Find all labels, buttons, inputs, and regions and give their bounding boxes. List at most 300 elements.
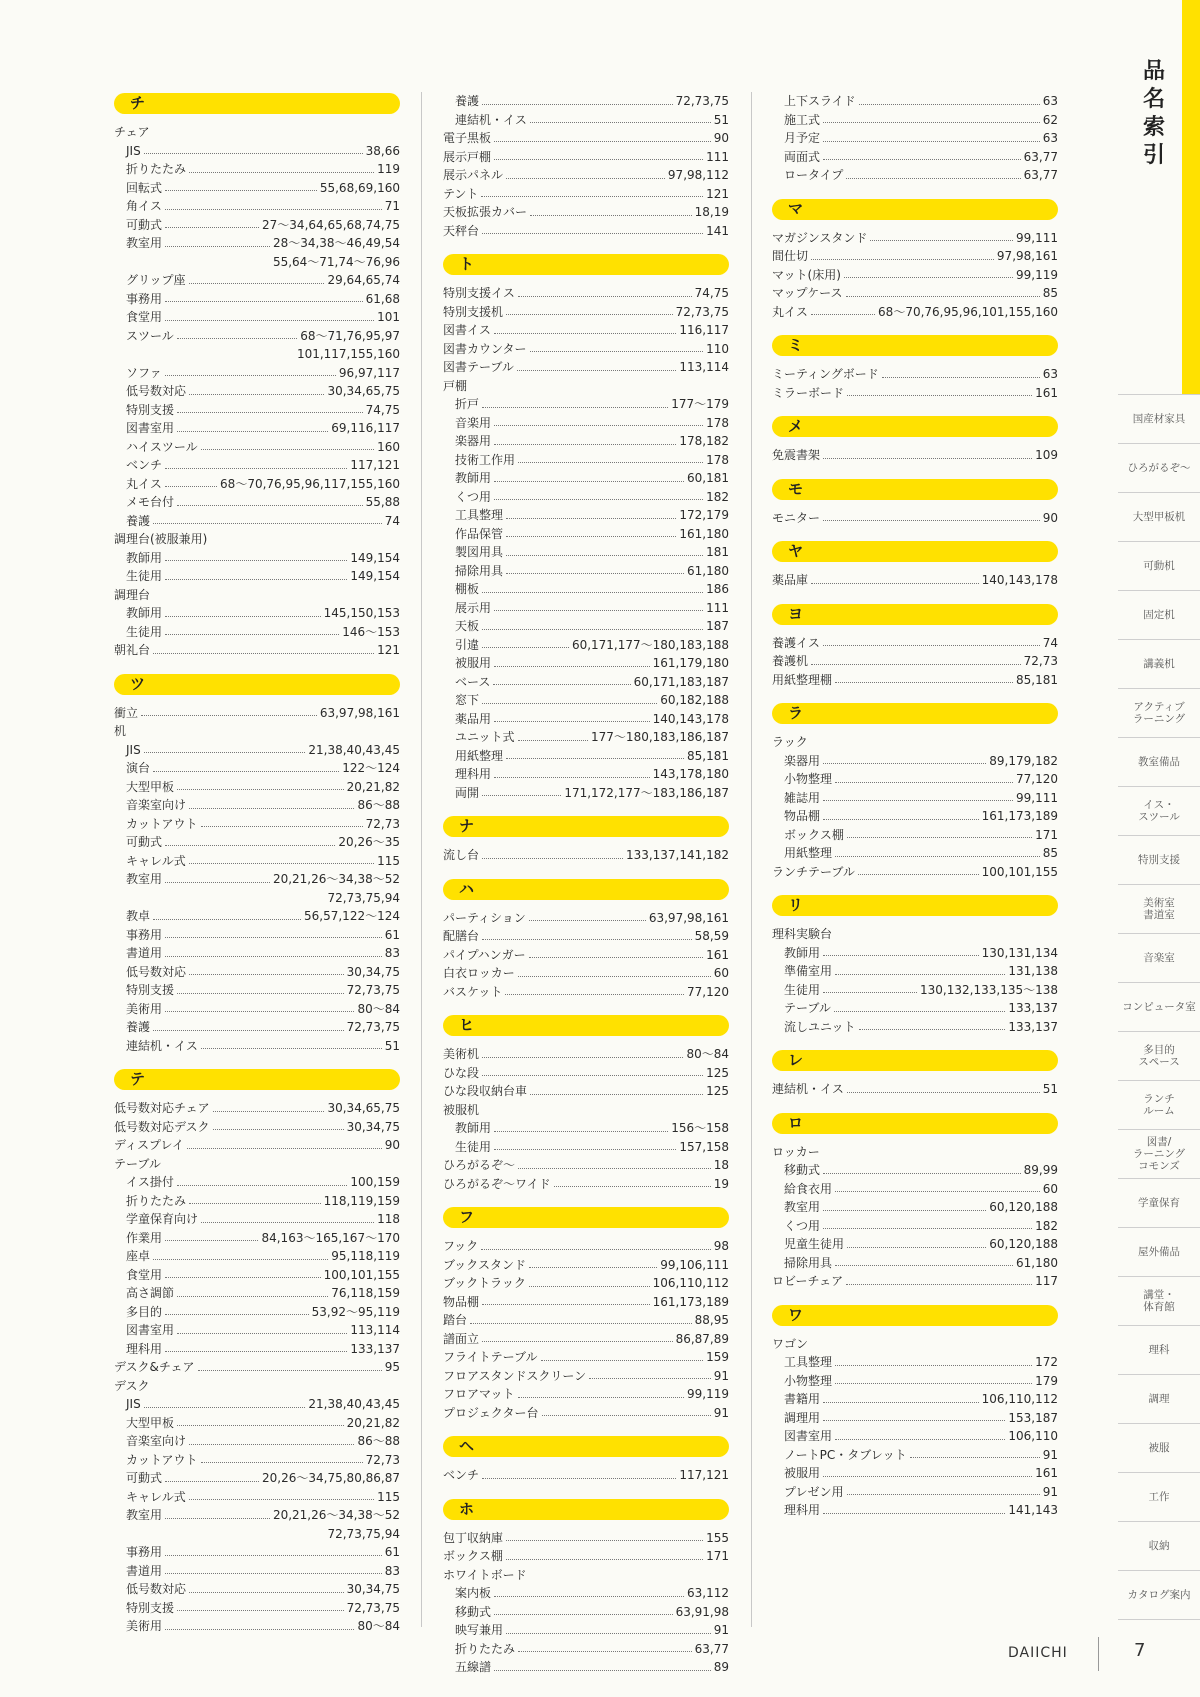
page-refs: 95 <box>384 1360 400 1374</box>
dot-leader <box>846 1284 1032 1285</box>
entry-label: 技術工作用 <box>455 452 516 467</box>
section-header: ヨ <box>772 604 1058 625</box>
entry-label: ユニット式 <box>455 730 515 744</box>
dot-leader <box>529 957 703 958</box>
sidebar-nav-label: イス・ スツール <box>1138 799 1180 823</box>
sidebar-accent-bar <box>1182 0 1200 394</box>
page-refs: 178 <box>706 452 729 467</box>
index-entry <box>443 909 729 928</box>
page-refs: 97,98,112 <box>667 168 729 182</box>
index-subentry <box>114 1451 400 1470</box>
page-refs: 171,172,177～183,186,187 <box>564 785 729 800</box>
dot-leader <box>529 1286 650 1287</box>
entry-label: モニター <box>772 510 821 525</box>
index-subentry <box>443 599 729 618</box>
index-entry <box>443 358 729 377</box>
page-refs: 179 <box>1035 1373 1058 1388</box>
index-entry <box>443 1045 729 1064</box>
dot-leader <box>847 1092 1040 1093</box>
entry-label: くつ用 <box>784 1218 821 1233</box>
index-subentry <box>114 778 400 797</box>
entry-label: 五線譜 <box>455 1660 492 1674</box>
index-entry <box>114 722 400 741</box>
dot-leader <box>482 858 623 859</box>
page-refs: 55,68,69,160 <box>319 180 400 195</box>
dot-leader <box>189 1499 374 1500</box>
sidebar-nav-item[interactable] <box>1118 1374 1200 1423</box>
page-refs: 91 <box>1042 1447 1058 1462</box>
entry-label: ロビーチェア <box>772 1274 844 1288</box>
page-refs: 113,114 <box>679 360 729 374</box>
entry-label: 生徒用 <box>455 1139 492 1154</box>
dot-leader <box>144 1407 306 1408</box>
dot-leader <box>834 1011 1005 1012</box>
entry-label: 大型甲板 <box>126 1415 175 1430</box>
page-refs: 178 <box>706 415 729 430</box>
sidebar-nav-item[interactable] <box>1118 1080 1200 1129</box>
entry-label: 展示用 <box>455 600 492 615</box>
index-entry <box>443 185 729 204</box>
entry-label: ひな段収納台車 <box>443 1084 528 1098</box>
entry-label: 生徒用 <box>784 982 821 997</box>
page-refs: 159 <box>706 1350 729 1364</box>
page-refs: 117 <box>1035 1274 1058 1288</box>
page-refs: 63 <box>1042 131 1058 145</box>
dot-leader <box>201 449 374 450</box>
index-subentry <box>443 1138 729 1157</box>
dot-leader <box>153 653 374 654</box>
entry-label: 折戸 <box>455 397 480 411</box>
dot-leader <box>153 1259 328 1260</box>
page-refs: 63,112 <box>687 1586 729 1600</box>
page-refs: 51 <box>713 112 729 127</box>
index-entry <box>443 1064 729 1083</box>
dot-leader <box>823 141 1040 142</box>
page-refs: 99,111 <box>1016 230 1058 245</box>
entry-label: ミーティングボード <box>772 367 879 381</box>
dot-leader <box>506 573 684 574</box>
index-subentry <box>114 759 400 778</box>
dot-leader <box>481 1249 711 1250</box>
sidebar-nav-item[interactable] <box>1118 492 1200 541</box>
index-subentry <box>114 870 400 889</box>
entry-label: 教室用 <box>126 1508 163 1522</box>
dot-leader <box>482 592 703 593</box>
entry-label: デスク <box>114 1378 150 1393</box>
page-refs: 18 <box>713 1158 729 1172</box>
entry-label: 低号数対応 <box>126 964 187 979</box>
sidebar-nav-label: 図書/ ラーニング コモンズ <box>1132 1136 1186 1172</box>
index-entry <box>443 927 729 946</box>
index-entry-continued <box>114 1525 400 1544</box>
dot-leader <box>529 1267 657 1268</box>
entry-label: 作品保管 <box>455 526 504 541</box>
index-subentry <box>443 1119 729 1138</box>
section-header: ヤ <box>772 541 1058 562</box>
entry-label: 流し台 <box>443 848 480 862</box>
dot-leader <box>189 808 354 809</box>
dot-leader <box>811 583 979 584</box>
entry-label: 給食衣用 <box>784 1181 833 1196</box>
index-entry <box>114 530 400 549</box>
page-refs: 56,57,122～124 <box>304 909 400 923</box>
index-entry <box>114 1099 400 1118</box>
page-refs: 125 <box>706 1084 729 1098</box>
brand-name: DAIICHI <box>1008 1645 1068 1661</box>
index-subentry <box>772 129 1058 148</box>
page-refs: 100,159 <box>350 1175 400 1189</box>
entry-label: キャレル式 <box>126 1489 186 1504</box>
page-refs: 122～124 <box>342 761 400 775</box>
index-subentry <box>443 1584 729 1603</box>
sidebar-nav-item[interactable] <box>1118 933 1200 982</box>
sidebar-nav-item[interactable] <box>1118 688 1200 737</box>
sidebar-nav-item[interactable] <box>1118 1031 1200 1080</box>
sidebar-title-char: 名 <box>1142 87 1165 112</box>
index-subentry <box>443 580 729 599</box>
entry-label: JIS <box>126 742 141 757</box>
section-header: レ <box>772 1050 1058 1071</box>
entry-label: 調理台 <box>114 587 151 602</box>
page-refs: 60,120,188 <box>989 1200 1058 1214</box>
index-entry <box>443 964 729 983</box>
index-subentry <box>772 826 1058 845</box>
page-refs: 116,117 <box>679 323 729 337</box>
sidebar-nav-label: 可動机 <box>1143 560 1175 572</box>
dot-leader <box>847 395 1032 396</box>
index-subentry <box>443 747 729 766</box>
sidebar-nav-item[interactable] <box>1118 1325 1200 1374</box>
page-refs: 90 <box>1042 510 1058 525</box>
index-subentry <box>443 673 729 692</box>
index-subentry <box>443 451 729 470</box>
page-refs: 187 <box>706 619 729 633</box>
entry-label: パイプハンガー <box>443 947 526 962</box>
dot-leader <box>494 666 650 667</box>
index-subentry <box>114 419 400 438</box>
entry-label: 天板拡張カバー <box>443 205 528 219</box>
sidebar-nav-item[interactable] <box>1118 982 1200 1031</box>
page-refs: 60,120,188 <box>989 1237 1058 1251</box>
sidebar-nav-item[interactable] <box>1118 1227 1200 1276</box>
entry-label: 両面式 <box>784 149 821 164</box>
sidebar-nav-item[interactable] <box>1118 1178 1200 1227</box>
index-subentry <box>772 166 1058 185</box>
page-refs: 161,179,180 <box>652 656 729 670</box>
dot-leader <box>141 715 317 716</box>
entry-label: 可動式 <box>126 835 163 849</box>
page-refs: 161,173,189 <box>652 1294 729 1309</box>
sidebar-nav-item[interactable] <box>1118 1570 1200 1620</box>
page-refs: 20,21,82 <box>346 779 400 794</box>
index-subentry <box>114 1284 400 1303</box>
page-refs: 60,181 <box>687 471 729 485</box>
entry-label: ホワイトボード <box>443 1567 527 1582</box>
dot-leader <box>518 1397 684 1398</box>
sidebar-nav-item[interactable] <box>1118 786 1200 835</box>
dot-leader <box>494 1131 668 1132</box>
entry-label: フロアマット <box>443 1387 515 1401</box>
index-subentry <box>114 160 400 179</box>
page-refs: 29,64,65,74 <box>327 273 400 287</box>
dot-leader <box>530 1094 703 1095</box>
index-subentry <box>114 1321 400 1340</box>
page-refs: 101,117,155,160 <box>296 347 400 361</box>
dot-leader <box>518 462 703 463</box>
entry-label: ベース <box>455 674 491 689</box>
index-entry <box>443 1175 729 1194</box>
entry-label: マップケース <box>772 286 843 300</box>
dot-leader <box>165 209 382 210</box>
dot-leader <box>481 196 703 197</box>
index-subentry <box>772 1464 1058 1483</box>
page-refs: 161,180 <box>679 526 729 541</box>
index-subentry <box>114 1018 400 1037</box>
index-subentry <box>114 944 400 963</box>
page-refs: 71 <box>384 199 400 213</box>
page-refs: 100,101,155 <box>981 864 1058 879</box>
entry-label: 理科用 <box>784 1503 821 1517</box>
dot-leader <box>165 579 347 580</box>
index-subentry <box>443 469 729 488</box>
page-refs: 106,110,112 <box>652 1276 729 1290</box>
page-refs: 91 <box>713 1623 729 1637</box>
entry-label: 掃除用具 <box>455 563 504 578</box>
index-subentry <box>772 111 1058 130</box>
entry-label: 美術用 <box>126 1619 163 1633</box>
page-refs: 84,163～165,167～170 <box>261 1230 400 1245</box>
sidebar-nav-label: 工作 <box>1148 1491 1170 1503</box>
index-subentry <box>114 1395 400 1414</box>
sidebar-nav-item[interactable] <box>1118 884 1200 933</box>
index-entry <box>443 846 729 865</box>
index-subentry <box>114 438 400 457</box>
section-header: ワ <box>772 1305 1058 1326</box>
index-entry <box>772 1080 1058 1099</box>
dot-leader <box>494 721 650 722</box>
entry-label: ラック <box>772 735 808 749</box>
index-entry <box>443 983 729 1002</box>
index-entry <box>114 123 400 142</box>
index-subentry <box>114 475 400 494</box>
index-entry <box>443 1547 729 1566</box>
page-refs: 161,173,189 <box>981 809 1058 823</box>
entry-label: 大型甲板 <box>126 779 175 794</box>
entry-label: マガジンスタンド <box>772 230 868 245</box>
dot-leader <box>518 740 589 741</box>
index-subentry <box>772 999 1058 1018</box>
index-entry <box>443 1311 729 1330</box>
entry-label: 児童生徒用 <box>784 1237 845 1251</box>
sidebar-nav-item[interactable] <box>1118 835 1200 884</box>
entry-label: フライトテーブル <box>443 1350 538 1364</box>
section-header: ホ <box>443 1499 729 1520</box>
column-divider <box>421 92 422 1627</box>
dot-leader <box>494 141 711 142</box>
page-refs: 160 <box>377 439 400 454</box>
page-refs: 161 <box>706 947 729 962</box>
dot-leader <box>213 1129 344 1130</box>
dot-leader <box>823 819 979 820</box>
entry-label: 譜面立 <box>443 1331 480 1346</box>
index-subentry <box>114 981 400 1000</box>
page-refs: 72,73,75,94 <box>327 890 400 905</box>
index-entry <box>443 1367 729 1386</box>
page-refs: 20,26～34,75,80,86,87 <box>262 1471 400 1485</box>
entry-label: 理科用 <box>455 767 492 781</box>
entry-label: ロッカー <box>772 1144 820 1159</box>
sidebar-nav-item[interactable] <box>1118 443 1200 492</box>
entry-label: 電子黒板 <box>443 131 492 145</box>
index-subentry <box>114 382 400 401</box>
entry-label: チェア <box>114 125 150 139</box>
page-refs: 130,132,133,135～138 <box>920 982 1058 997</box>
index-subentry <box>772 1161 1058 1180</box>
dot-leader <box>823 1210 986 1211</box>
dot-leader <box>494 333 676 334</box>
entry-label: 掃除用具 <box>784 1255 833 1270</box>
dot-leader <box>811 664 1021 665</box>
dot-leader <box>201 826 363 827</box>
page-refs: 72,73,75,94 <box>327 1526 400 1541</box>
dot-leader <box>823 800 1013 801</box>
entry-label: 免震書架 <box>772 448 821 462</box>
index-subentry <box>772 1427 1058 1446</box>
dot-leader <box>165 375 336 376</box>
entry-label: ベンチ <box>126 458 163 472</box>
entry-label: キャレル式 <box>126 853 186 868</box>
dot-leader <box>517 370 676 371</box>
entry-label: 間仕切 <box>772 249 809 263</box>
page-refs: 61,68 <box>365 291 400 306</box>
sidebar-nav-label: 学童保育 <box>1138 1197 1180 1209</box>
index-subentry <box>114 1037 400 1056</box>
index-entry <box>443 1529 729 1548</box>
index-subentry <box>772 1254 1058 1273</box>
page-refs: 68～70,76,95,96,101,155,160 <box>878 304 1058 319</box>
index-entry <box>772 652 1058 671</box>
index-subentry <box>443 654 729 673</box>
sidebar-nav-label: 被服 <box>1148 1442 1170 1454</box>
dot-leader <box>213 1111 325 1112</box>
dot-leader <box>165 190 317 191</box>
entry-label: 用紙整理 <box>784 846 833 860</box>
index-subentry <box>114 815 400 834</box>
section-header: ロ <box>772 1113 1058 1134</box>
entry-label: JIS <box>126 143 141 158</box>
index-entry <box>443 1566 729 1585</box>
page-refs: 85,181 <box>1016 672 1058 687</box>
sidebar-nav-label: 大型甲板机 <box>1132 511 1186 523</box>
index-entry <box>772 509 1058 528</box>
sidebar-title-char: 引 <box>1142 143 1165 168</box>
sidebar-nav-item[interactable] <box>1118 639 1200 688</box>
dot-leader <box>165 1240 258 1241</box>
index-subentry <box>772 1501 1058 1520</box>
sidebar-nav-item[interactable] <box>1118 1521 1200 1570</box>
index-entry <box>772 247 1058 266</box>
page-refs: 83 <box>384 946 400 960</box>
dot-leader <box>506 536 676 537</box>
index-subentry <box>114 1210 400 1229</box>
page-refs: 80～84 <box>686 1047 729 1061</box>
index-subentry <box>772 807 1058 826</box>
index-subentry <box>772 770 1058 789</box>
page-refs: 74 <box>1042 635 1058 650</box>
dot-leader <box>165 634 339 635</box>
dot-leader <box>518 1651 692 1652</box>
dot-leader <box>823 159 1021 160</box>
index-entry-continued <box>114 889 400 908</box>
sidebar-nav-item[interactable] <box>1118 1472 1200 1521</box>
index-subentry <box>114 1469 400 1488</box>
dot-leader <box>835 682 1013 683</box>
sidebar-nav-item[interactable] <box>1118 541 1200 590</box>
page-refs: 113,114 <box>350 1323 400 1337</box>
entry-label: 図書室用 <box>126 421 175 435</box>
page-refs: 55,64～71,74～76,96 <box>272 254 400 269</box>
entry-label: 調理用 <box>784 1410 821 1425</box>
index-subentry <box>772 1217 1058 1236</box>
section-header: マ <box>772 199 1058 220</box>
index-entry <box>772 229 1058 248</box>
entry-label: 連結机・イス <box>455 112 527 127</box>
dot-leader <box>506 1633 711 1634</box>
dot-leader <box>165 301 363 302</box>
page-refs: 55,88 <box>365 495 400 509</box>
index-entry <box>443 377 729 396</box>
page-refs: 20,21,26～34,38～52 <box>272 1508 400 1522</box>
index-entry <box>772 863 1058 882</box>
dot-leader <box>165 1518 270 1519</box>
index-entry <box>772 1143 1058 1162</box>
index-subentry <box>443 1658 729 1677</box>
page-refs: 130,131,134 <box>981 945 1058 960</box>
dot-leader <box>165 956 382 957</box>
entry-label: 両開 <box>455 785 480 800</box>
dot-leader <box>494 1149 676 1150</box>
sidebar-nav-item[interactable] <box>1118 590 1200 639</box>
sidebar-nav-item[interactable] <box>1118 1276 1200 1325</box>
entry-label: 机 <box>114 724 127 738</box>
entry-label: 棚板 <box>455 582 480 596</box>
dot-leader <box>494 1670 711 1671</box>
index-subentry <box>114 1599 400 1618</box>
index-entry <box>772 365 1058 384</box>
dot-leader <box>823 1476 1032 1477</box>
page-refs: 30,34,75 <box>346 1119 400 1134</box>
footer-divider <box>1098 1637 1099 1671</box>
index-entry <box>772 925 1058 944</box>
index-entry <box>443 1101 729 1120</box>
sidebar-nav-item[interactable] <box>1118 737 1200 786</box>
entry-label: 物品棚 <box>784 809 821 823</box>
dot-leader <box>823 763 986 764</box>
dot-leader <box>882 377 1040 378</box>
entry-label: プロジェクター台 <box>443 1405 539 1420</box>
sidebar-nav-item[interactable] <box>1118 1423 1200 1472</box>
page-refs: 186 <box>706 582 729 596</box>
index-subentry <box>114 1432 400 1451</box>
sidebar-nav-item[interactable] <box>1118 394 1200 443</box>
sidebar-nav-item[interactable] <box>1118 1129 1200 1178</box>
dot-leader <box>589 1378 711 1379</box>
entry-label: ミラーボード <box>772 385 845 400</box>
page-refs: 99,111 <box>1016 790 1058 805</box>
dot-leader <box>506 758 684 759</box>
entry-label: 用紙整理棚 <box>772 672 833 687</box>
entry-label: JIS <box>126 1397 141 1411</box>
